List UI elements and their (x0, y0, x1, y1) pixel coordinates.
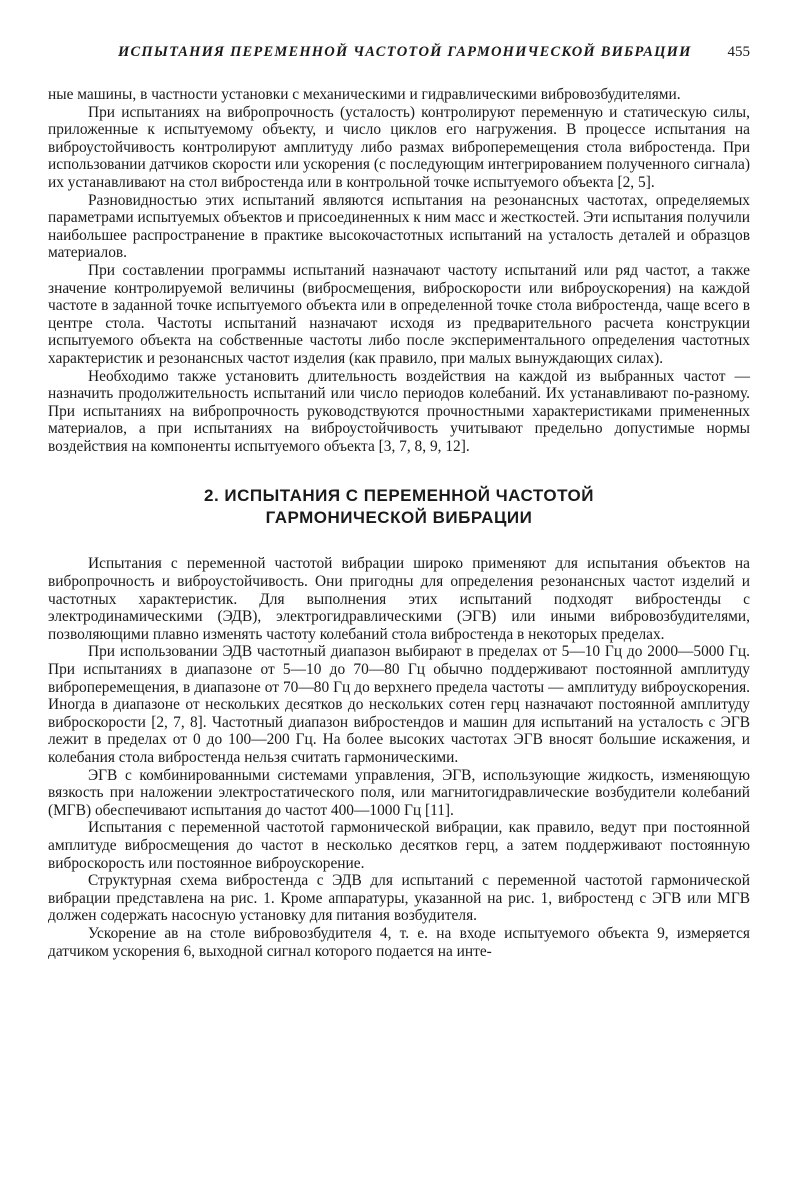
paragraph: ные машины, в частности установки с механическими и гидравлическими вибровозбудителями. (48, 86, 681, 103)
paragraph: При испытаниях на вибропрочность (усталость) контролируют переменную и статическую силы, приложенные к испытуемому объекту, и число циклов его нагружения. В процессе испытания на виброустойчивость контролируют амплитуду либо размах виброперемещения стола вибростенда. При использовании датчиков скорости или ускорения (с последующим интегрированием полученного сигнала) их устанавливают на стол вибростенда или в контрольной точке испытуемого объекта [2, 5]. (48, 103, 750, 191)
paragraph: ЭГВ с комбинированными системами управления, ЭГВ, использующие жидкость, изменяющую вязкость при наложении электростатического поля, или магнитогидравлические возбудители колебаний (МГВ) обеспечивают испытания до частот 400—1000 Гц [11]. (48, 766, 750, 819)
section-heading-line: ГАРМОНИЧЕСКОЙ ВИБРАЦИИ (265, 508, 533, 528)
page-number: 455 (727, 44, 750, 60)
paragraph: Ускорение aв на столе вибровозбудителя 4, т. е. на входе испытуемого объекта 9, измеряется датчиком ускорения 6, выходной сигнал которого подается на инте- (48, 924, 750, 960)
paragraph: При составлении программы испытаний назначают частоту испытаний или ряд частот, а также значение контролируемой величины (виброcмещения, виброскорости или виброускорения) на каждой частоте в заданной точке испытуемого объекта или в определенной точке стола вибростенда, чаще всего в центре стола. Частоты испытаний назначают исходя из предварительного расчета конструкции испытуемого объекта на собственные частоты либо после экспериментального определения частотных характеристик и резонансных частот изделия (как правило, при малых вынуждающих силах). (48, 261, 750, 367)
paragraph: Необходимо также установить длительность воздействия на каждой из выбранных частот — назначить продолжительность испытаний или число периодов колебаний. Их устанавливают по-разному. При испытаниях на вибропрочность руководствуются прочностными характеристиками примененных материалов, а при испытаниях на виброустойчивость учитывают предельно допустимые нормы воздействия на компоненты испытуемого объекта [3, 7, 8, 9, 12]. (48, 367, 750, 455)
paragraph: Разновидностью этих испытаний являются испытания на резонансных частотах, определяемых параметрами испытуемых объектов и присоединенных к ним масс и жесткостей. Эти испытания получили наибольшее распространение в практике высокочастотных испытаний на усталость деталей и образцов материалов. (48, 191, 750, 262)
section-1-body (48, 86, 750, 455)
section-2-body (48, 555, 750, 960)
section-heading-line: 2. ИСПЫТАНИЯ С ПЕРЕМЕННОЙ ЧАСТОТОЙ (204, 486, 594, 506)
paragraph: Испытания с переменной частотой вибрации широко применяют для испытания объектов на вибропрочность и виброустойчивость. Они пригодны для определения резонансных частот изделий и частотных характеристик. Для выполнения этих испытаний подходят вибростенды с электродинамическими (ЭДВ), электрогидравлическими (ЭГВ) или иными вибровозбудителями, позволяющими плавно изменять частоту колебаний стола вибростенда в некоторых пределах. (48, 555, 750, 643)
section-heading (48, 485, 750, 529)
running-title: ИСПЫТАНИЯ ПЕРЕМЕННОЙ ЧАСТОТОЙ ГАРМОНИЧЕСКОЙ ВИБРАЦИИ (118, 44, 692, 60)
paragraph: Структурная схема вибростенда с ЭДВ для испытаний с переменной частотой гармонической вибрации представлена на рис. 1. Кроме аппаратуры, указанной на рис. 1, вибростенд с ЭГВ или МГВ должен содержать насосную установку для питания возбудителя. (48, 872, 750, 925)
book-page (48, 44, 750, 960)
paragraph: При использовании ЭДВ частотный диапазон выбирают в пределах от 5—10 Гц до 2000—5000 Гц. При испытаниях в диапазоне от 5—10 до 70—80 Гц обычно поддерживают постоянной амплитуду виброперемещения, в диапазоне от 70—80 Гц до верхнего предела частоты — амплитуду виброускорения. Иногда в диапазоне от нескольких десятков до нескольких сотен герц назначают постоянной амплитуду виброскорости [2, 7, 8]. Частотный диапазон вибростендов и машин для испытаний на усталость с ЭГВ лежит в пределах от 0 до 100—200 Гц. На более высоких частотах ЭГВ вносят большие искажения, и колебания стола вибростенда нельзя считать гармоническими. (48, 643, 750, 766)
paragraph: Испытания с переменной частотой гармонической вибрации, как правило, ведут при постоянной амплитуде виброcмещения до частот в несколько десятков герц, а затем поддерживают постоянную виброскорость или постоянное виброускорение. (48, 819, 750, 872)
page-header (48, 44, 750, 78)
